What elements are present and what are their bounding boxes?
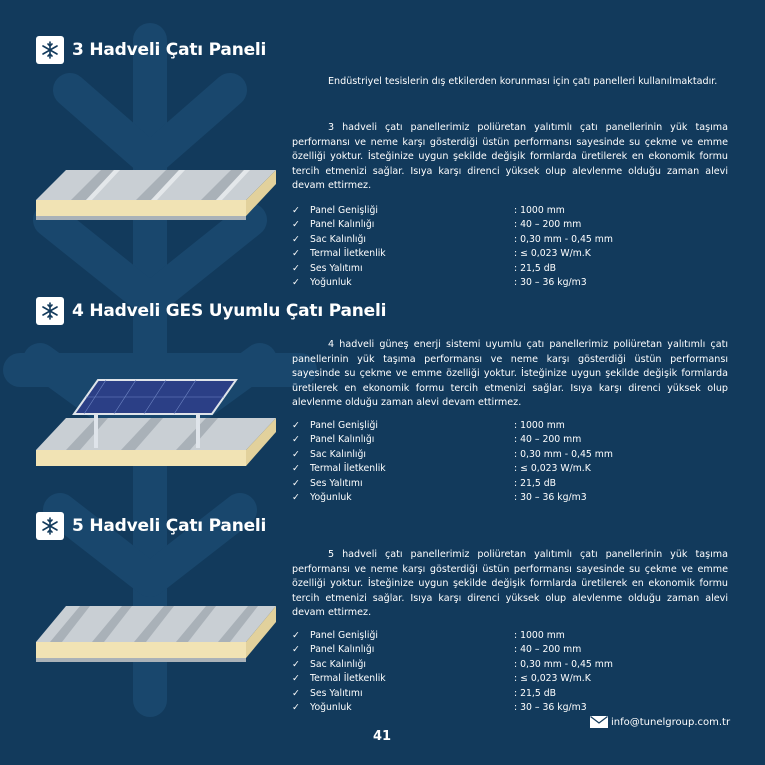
spec-list — [292, 204, 732, 290]
spec-row: ✓ Panel Genişliği : 1000 mm — [292, 204, 732, 218]
roof-panel-5-rib-image — [36, 592, 276, 670]
check-icon: ✓ — [292, 248, 300, 260]
spec-list — [292, 629, 732, 715]
check-icon: ✓ — [292, 463, 300, 475]
spec-row: ✓ Sac Kalınlığı : 0,30 mm - 0,45 mm — [292, 448, 732, 462]
spec-row: ✓ Ses Yalıtımı : 21,5 dB — [292, 262, 732, 276]
intro-paragraph: Endüstriyel tesislerin dış etkilerden korunması için çatı panelleri kullanılmaktadır. — [328, 76, 718, 87]
spec-row: ✓ Sac Kalınlığı : 0,30 mm - 0,45 mm — [292, 658, 732, 672]
ges-roof-panel-solar-image — [36, 368, 276, 478]
check-icon: ✓ — [292, 477, 300, 489]
check-icon: ✓ — [292, 658, 300, 670]
section-heading — [36, 512, 266, 540]
check-icon: ✓ — [292, 630, 300, 641]
section-title: 5 Hadveli Çatı Paneli — [72, 516, 267, 536]
spec-row: ✓ Panel Kalınlığı : 40 – 200 mm — [292, 218, 732, 232]
envelope-icon — [590, 716, 608, 728]
spec-row: ✓ Termal İletkenlik : ≤ 0,023 W/m.K — [292, 247, 732, 261]
description-paragraph: 3 hadveli çatı panellerimiz poliüretan yalıtımlı çatı panellerinin yük taşıma performansı ve neme karşı gösterdiği üstün performansı sayesinde su çekme ve emme özelliği yoktur. İsteğinize uygun şekilde değişik formlarda üretilerek en ekonomik formu tercih etmenizi sağlar. Isıya karşı direnci yüksek olup alevlenme olduğu zaman alevi devam ettirmez. — [292, 122, 728, 191]
spec-row: ✓ Panel Kalınlığı : 40 – 200 mm — [292, 643, 732, 657]
spec-row: ✓ Panel Genişliği : 1000 mm — [292, 629, 732, 643]
spec-row: ✓ Sac Kalınlığı : 0,30 mm - 0,45 mm — [292, 233, 732, 247]
description-paragraph: 4 hadveli güneş enerji sistemi uyumlu çatı panellerimiz poliüretan yalıtımlı çatı panellerinin yük taşıma performansı ve neme karşı gösterdiği üstün performansı sayesinde su çekme ve emme özelliği yoktur. İsteğinize uygun şekilde değişik formlarda üretilerek en ekonomik formu tercih etmenizi sağlar. Isıya karşı direnci yüksek olup alevlenme olduğu zaman alevi devam ettirmez. — [292, 339, 728, 408]
check-icon: ✓ — [292, 644, 300, 656]
snowflake-icon — [36, 512, 64, 540]
spec-row: ✓ Ses Yalıtımı : 21,5 dB — [292, 477, 732, 491]
description-paragraph: 5 hadveli çatı panellerimiz poliüretan yalıtımlı çatı panellerinin yük taşıma performansı ve neme karşı gösterdiği üstün performansı sayesinde su çekme ve emme özelliği yoktur. İsteğinize uygun şekilde değişik formlarda üretilerek en ekonomik formu tercih etmenizi sağlar. Isıya karşı direnci yüksek olup alevlenme olduğu zaman alevi devam ettirmez. — [292, 549, 728, 618]
spec-row: ✓ Yoğunluk : 30 – 36 kg/m3 — [292, 491, 732, 505]
section-heading — [36, 297, 386, 325]
check-icon: ✓ — [292, 673, 300, 685]
check-icon: ✓ — [292, 219, 300, 231]
roof-panel-3-rib-image — [36, 140, 276, 230]
email-text: info@tunelgroup.com.tr — [611, 716, 731, 728]
spec-row: ✓ Yoğunluk : 30 – 36 kg/m3 — [292, 276, 732, 290]
section-title: 3 Hadveli Çatı Paneli — [72, 40, 267, 60]
check-icon: ✓ — [292, 233, 300, 245]
spec-row: ✓ Termal İletkenlik : ≤ 0,023 W/m.K — [292, 672, 732, 686]
check-icon: ✓ — [292, 687, 300, 699]
check-icon: ✓ — [292, 277, 300, 289]
page-number: 41 — [373, 729, 392, 744]
check-icon: ✓ — [292, 434, 300, 446]
check-icon: ✓ — [292, 702, 300, 714]
spec-row: ✓ Panel Kalınlığı : 40 – 200 mm — [292, 433, 732, 447]
spec-list — [292, 419, 732, 505]
contact-email[interactable] — [590, 716, 730, 728]
check-icon: ✓ — [292, 492, 300, 504]
spec-row: ✓ Yoğunluk : 30 – 36 kg/m3 — [292, 701, 732, 715]
check-icon: ✓ — [292, 262, 300, 274]
section-heading — [36, 36, 266, 64]
check-icon: ✓ — [292, 205, 300, 216]
section-title: 4 Hadveli GES Uyumlu Çatı Paneli — [72, 301, 387, 321]
check-icon: ✓ — [292, 448, 300, 460]
spec-row: ✓ Termal İletkenlik : ≤ 0,023 W/m.K — [292, 462, 732, 476]
spec-row: ✓ Ses Yalıtımı : 21,5 dB — [292, 687, 732, 701]
check-icon: ✓ — [292, 420, 300, 431]
snowflake-icon — [36, 36, 64, 64]
spec-row: ✓ Panel Genişliği : 1000 mm — [292, 419, 732, 433]
snowflake-icon — [36, 297, 64, 325]
